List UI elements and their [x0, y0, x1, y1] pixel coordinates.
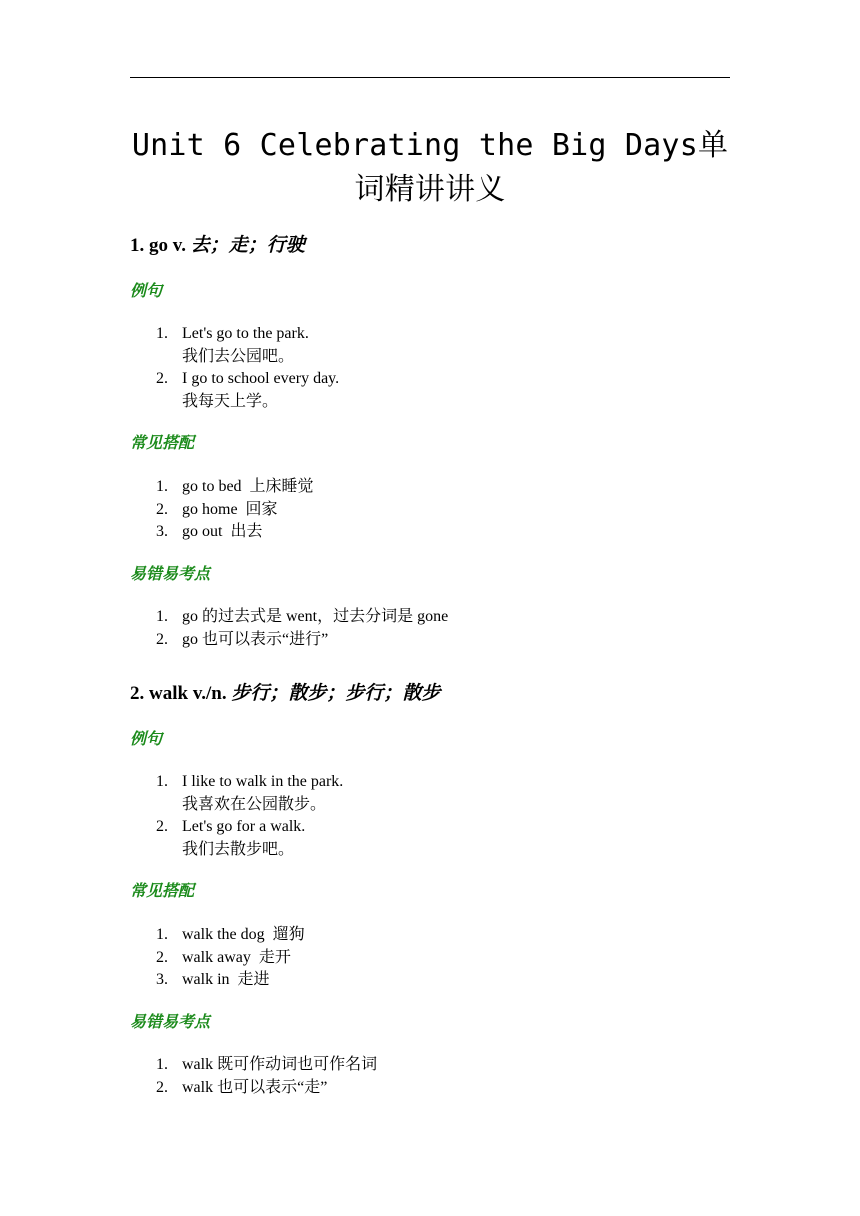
list-item: 3. walk in 走进 — [156, 971, 270, 988]
example-en: Let's go for a walk. — [182, 818, 306, 835]
example-zh: 我们去散步吧。 — [182, 840, 295, 858]
collocation-text: walk away 走开 — [182, 948, 291, 966]
header-rule — [130, 77, 730, 78]
entry-word: 2. walk v./n. — [130, 683, 227, 704]
entry-heading-go — [130, 234, 730, 258]
examples-label: 例句 — [130, 731, 163, 748]
list-item: 1. go to bed 上床睡觉 — [156, 478, 314, 495]
collocation-text: go out 出去 — [182, 523, 263, 540]
list-item: 2. I go to school every day. 我每天上学。 — [130, 368, 339, 413]
note-text: go 也可以表示“进行” — [182, 630, 329, 648]
list-item: 2. Let's go for a walk. 我们去散步吧。 — [130, 816, 343, 861]
notes-label: 易错易考点 — [130, 1014, 211, 1031]
note-text: walk 既可作动词也可作名词 — [182, 1056, 378, 1073]
list-item: 1. walk the dog 遛狗 — [156, 926, 305, 943]
notes-list — [130, 1054, 377, 1099]
example-zh: 我喜欢在公园散步。 — [182, 795, 327, 813]
entry-word: 1. go v. — [130, 235, 186, 256]
examples-list — [130, 323, 339, 413]
entry-heading-walk — [130, 682, 730, 706]
example-en: Let's go to the park. — [182, 325, 309, 342]
example-zh: 我每天上学。 — [182, 392, 279, 410]
note-text: go 的过去式是 went，过去分词是 gone — [182, 608, 449, 625]
collocation-text: walk in 走进 — [182, 971, 270, 988]
entry-definition: 去；走；行驶 — [190, 235, 305, 256]
list-item: 1. go 的过去式是 went，过去分词是 gone — [156, 608, 449, 625]
example-en: I like to walk in the park. — [182, 773, 344, 790]
example-zh: 我们去公园吧。 — [182, 347, 295, 365]
entry-definition: 步行；散步；步行；散步 — [231, 683, 441, 704]
list-item: 1. walk 既可作动词也可作名词 — [156, 1056, 378, 1073]
list-item: 1. Let's go to the park. 我们去公园吧。 — [130, 323, 339, 368]
list-item: 2. walk away 走开 — [156, 948, 291, 966]
list-item: 2. walk 也可以表示“走” — [156, 1078, 328, 1096]
notes-list — [130, 606, 448, 651]
collocation-text: go home 回家 — [182, 500, 278, 518]
collocations-list — [130, 924, 305, 992]
examples-list — [130, 771, 343, 861]
examples-label: 例句 — [130, 283, 163, 300]
document-title: Unit 6 Celebrating the Big Days单词精讲讲义 — [131, 128, 729, 207]
notes-label: 易错易考点 — [130, 566, 211, 583]
collocations-label: 常见搭配 — [130, 883, 195, 900]
note-text: walk 也可以表示“走” — [182, 1078, 328, 1096]
list-item: 2. go home 回家 — [156, 500, 278, 518]
list-item: 1. I like to walk in the park. 我喜欢在公园散步。 — [130, 771, 343, 816]
collocation-text: walk the dog 遛狗 — [182, 926, 305, 943]
list-item: 3. go out 出去 — [156, 523, 263, 540]
collocations-list — [130, 476, 314, 544]
collocation-text: go to bed 上床睡觉 — [182, 478, 314, 495]
collocations-label: 常见搭配 — [130, 435, 195, 452]
list-item: 2. go 也可以表示“进行” — [156, 630, 329, 648]
example-en: I go to school every day. — [182, 370, 340, 387]
